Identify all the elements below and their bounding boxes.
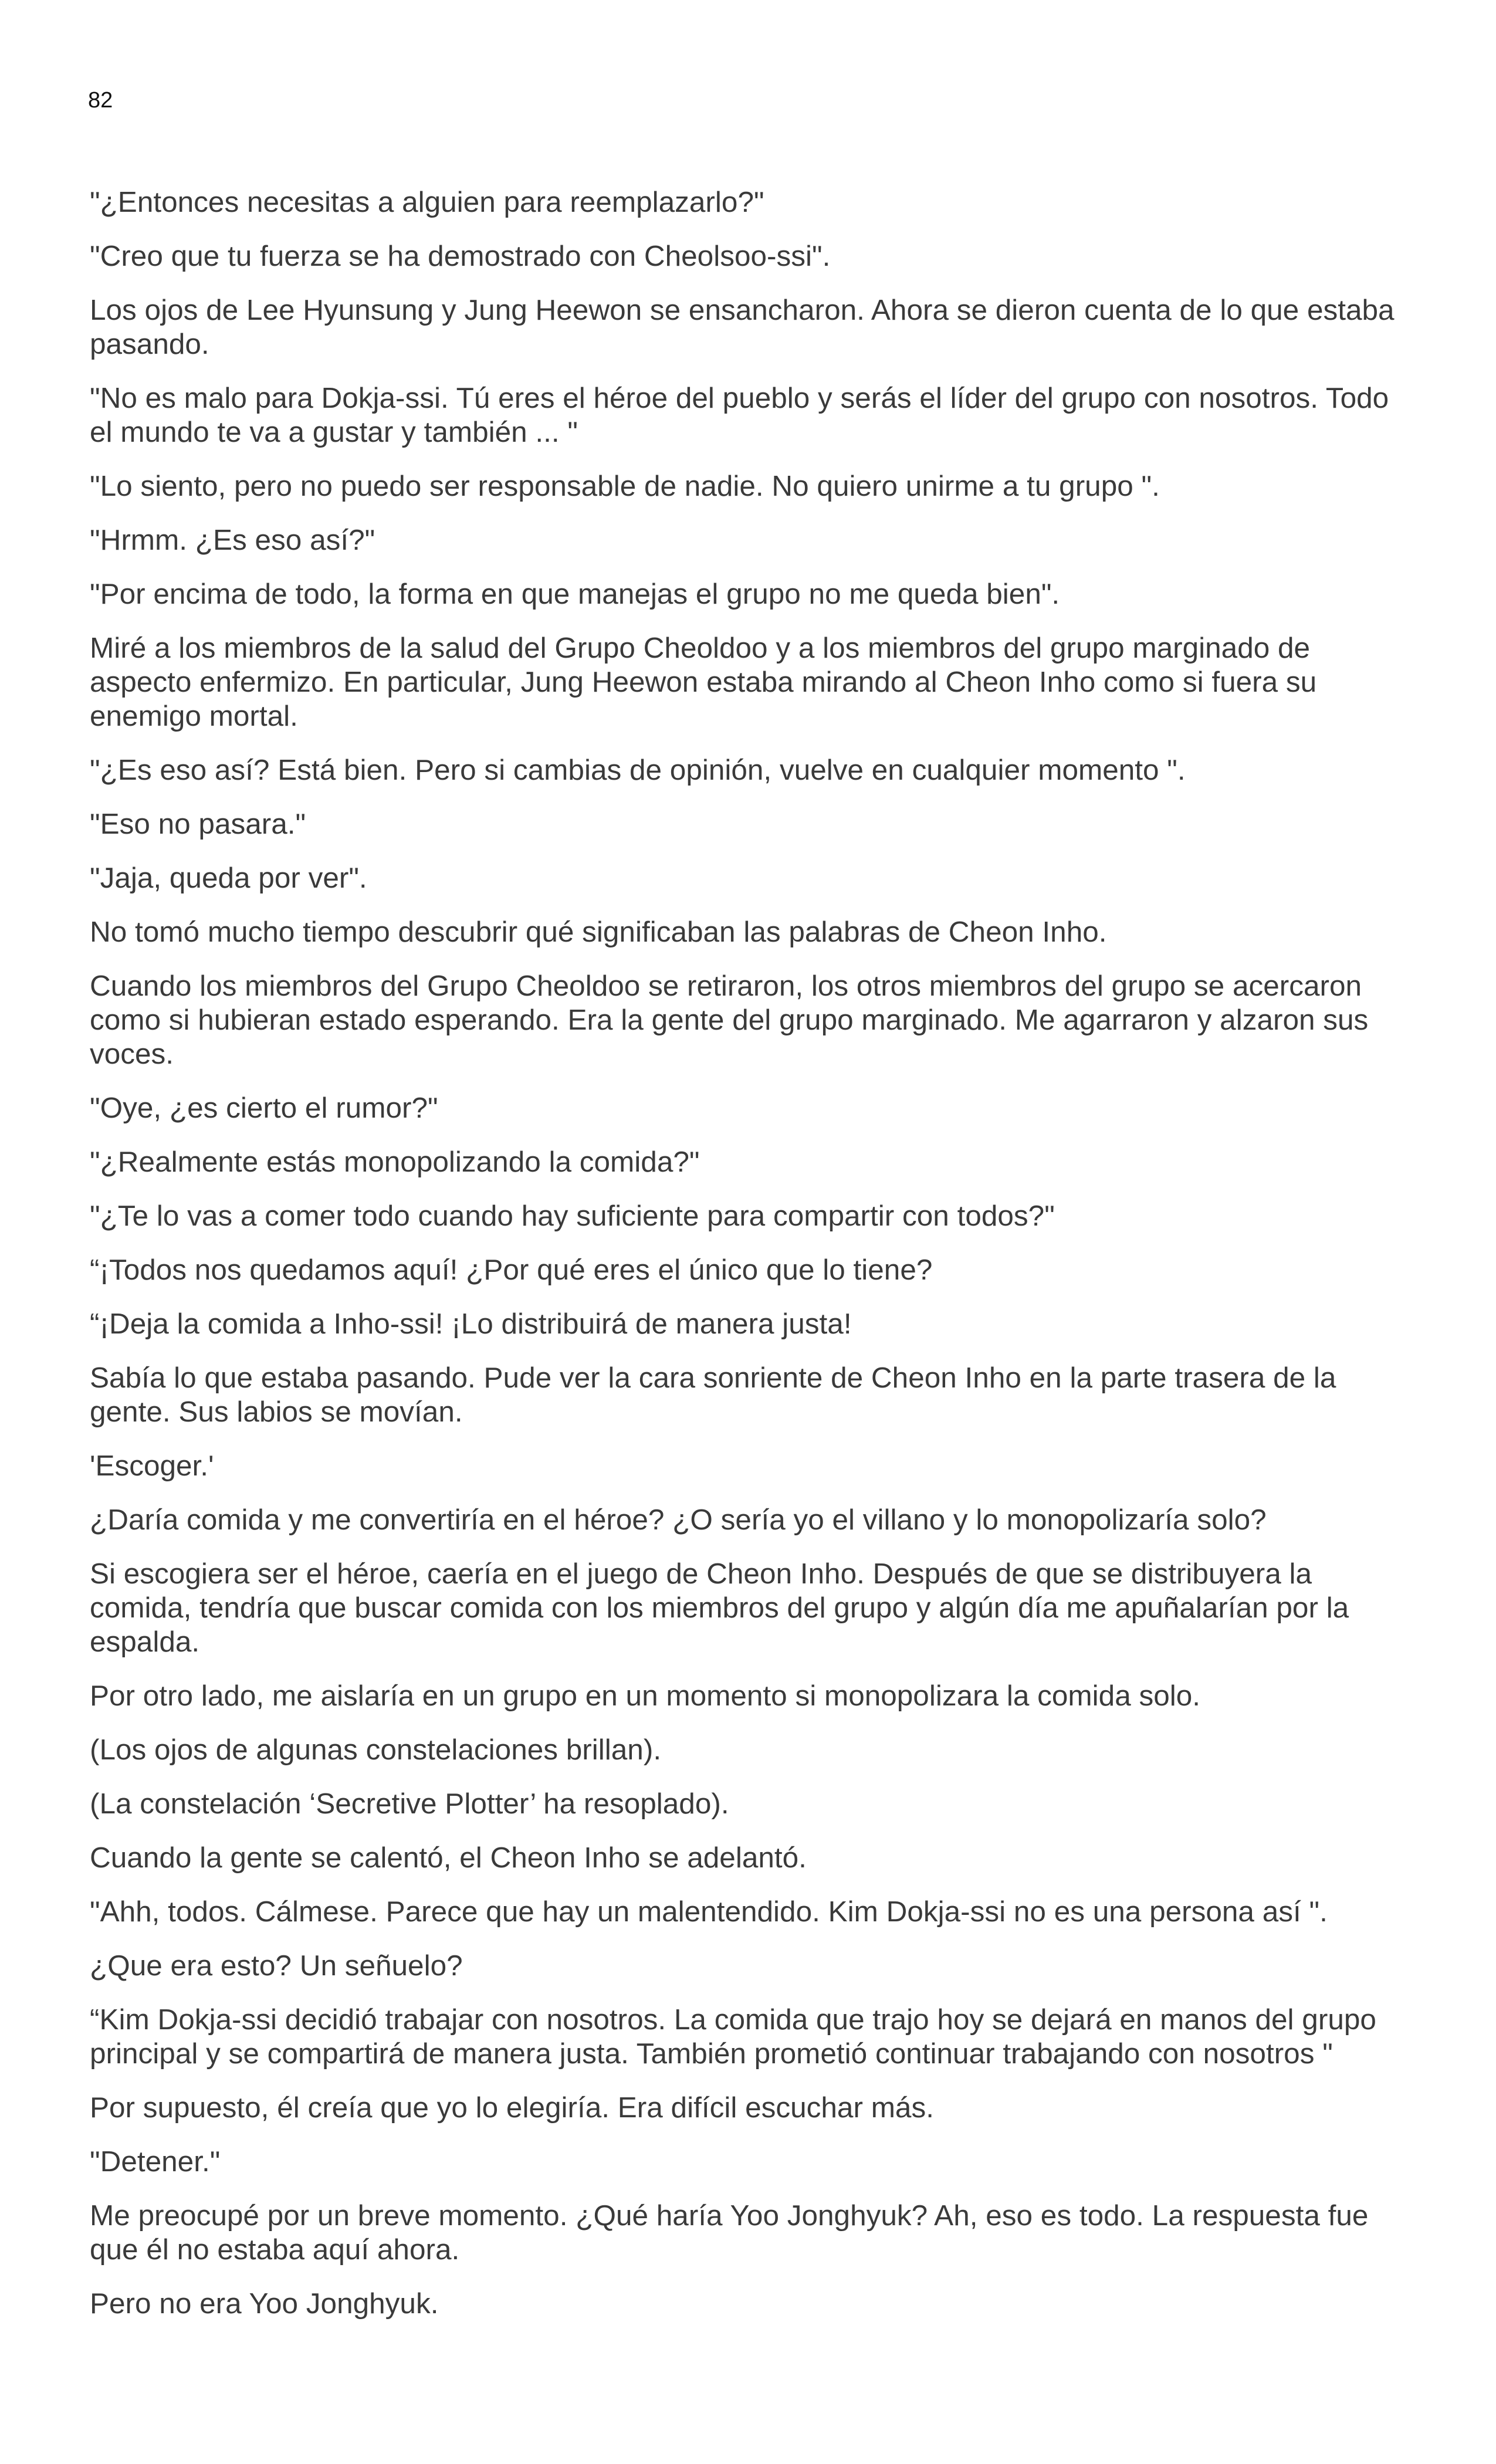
paragraph: "Detener." <box>90 2145 221 2178</box>
paragraph: "¿Realmente estás monopolizando la comida?" <box>90 1146 700 1178</box>
paragraph: Cuando la gente se calentó, el Cheon Inho se adelantó. <box>90 1842 807 1874</box>
paragraph: "Creo que tu fuerza se ha demostrado con Cheolsoo-ssi". <box>90 240 831 272</box>
paragraph: ¿Daría comida y me convertiría en el héroe? ¿O sería yo el villano y lo monopolizaría solo? <box>90 1504 1267 1536</box>
paragraph: Los ojos de Lee Hyunsung y Jung Heewon se ensancharon. Ahora se dieron cuenta de lo que estaba pasando. <box>90 294 1395 360</box>
paragraph: 'Escoger.' <box>90 1450 214 1482</box>
paragraph: “¡Todos nos quedamos aquí! ¿Por qué eres el único que lo tiene? <box>90 1254 933 1286</box>
page-number: 82 <box>88 88 113 113</box>
paragraph: Por otro lado, me aislaría en un grupo en un momento si monopolizara la comida solo. <box>90 1680 1201 1712</box>
paragraph: "¿Entonces necesitas a alguien para reemplazarlo?" <box>90 186 764 218</box>
paragraph: Me preocupé por un breve momento. ¿Qué haría Yoo Jonghyuk? Ah, eso es todo. La respuesta fue que él no estaba aquí ahora. <box>90 2199 1369 2266</box>
paragraph: No tomó mucho tiempo descubrir qué significaban las palabras de Cheon Inho. <box>90 916 1107 948</box>
paragraph: Sabía lo que estaba pasando. Pude ver la cara sonriente de Cheon Inho en la parte trasera de la gente. Sus labios se movían. <box>90 1362 1336 1428</box>
paragraph: “Kim Dokja-ssi decidió trabajar con nosotros. La comida que trajo hoy se dejará en manos del grupo principal y se compartirá de manera justa. También prometió continuar trabajando con nosotros " <box>90 2003 1376 2070</box>
paragraph: "Ahh, todos. Cálmese. Parece que hay un malentendido. Kim Dokja-ssi no es una persona así ". <box>90 1896 1328 1928</box>
paragraph: "Oye, ¿es cierto el rumor?" <box>90 1092 438 1124</box>
paragraph: (Los ojos de algunas constelaciones brillan). <box>90 1734 662 1766</box>
paragraph: (La constelación ‘Secretive Plotter’ ha resoplado). <box>90 1788 729 1820</box>
paragraph: ¿Que era esto? Un señuelo? <box>90 1949 463 1982</box>
paragraph: "Jaja, queda por ver". <box>90 862 367 894</box>
paragraph: "¿Te lo vas a comer todo cuando hay suficiente para compartir con todos?" <box>90 1200 1055 1232</box>
paragraph: "No es malo para Dokja-ssi. Tú eres el héroe del pueblo y serás el líder del grupo con nosotros. Todo el mundo te va a gustar y también ... " <box>90 382 1389 448</box>
paragraph: "Lo siento, pero no puedo ser responsable de nadie. No quiero unirme a tu grupo ". <box>90 470 1160 502</box>
paragraph: Cuando los miembros del Grupo Cheoldoo se retiraron, los otros miembros del grupo se acercaron como si hubieran estado esperando. Era la gente del grupo marginado. Me agarraron y alzaron sus voces. <box>90 970 1369 1070</box>
body-text <box>90 185 1404 2341</box>
paragraph: "¿Es eso así? Está bien. Pero si cambias de opinión, vuelve en cualquier momento ". <box>90 754 1186 786</box>
paragraph: Si escogiera ser el héroe, caería en el juego de Cheon Inho. Después de que se distribuyera la comida, tendría que buscar comida con los miembros del grupo y algún día me apuñalarían por la espalda. <box>90 1558 1349 1658</box>
paragraph: “¡Deja la comida a Inho-ssi! ¡Lo distribuirá de manera justa! <box>90 1308 852 1340</box>
paragraph: "Por encima de todo, la forma en que manejas el grupo no me queda bien". <box>90 578 1060 610</box>
paragraph: Por supuesto, él creía que yo lo elegiría. Era difícil escuchar más. <box>90 2091 934 2124</box>
paragraph: Pero no era Yoo Jonghyuk. <box>90 2287 439 2320</box>
paragraph: "Eso no pasara." <box>90 808 306 840</box>
paragraph: Miré a los miembros de la salud del Grupo Cheoldoo y a los miembros del grupo marginado de aspecto enfermizo. En particular, Jung Heewon estaba mirando al Cheon Inho como si fuera su enemigo mortal. <box>90 632 1317 732</box>
paragraph: "Hrmm. ¿Es eso así?" <box>90 524 375 556</box>
